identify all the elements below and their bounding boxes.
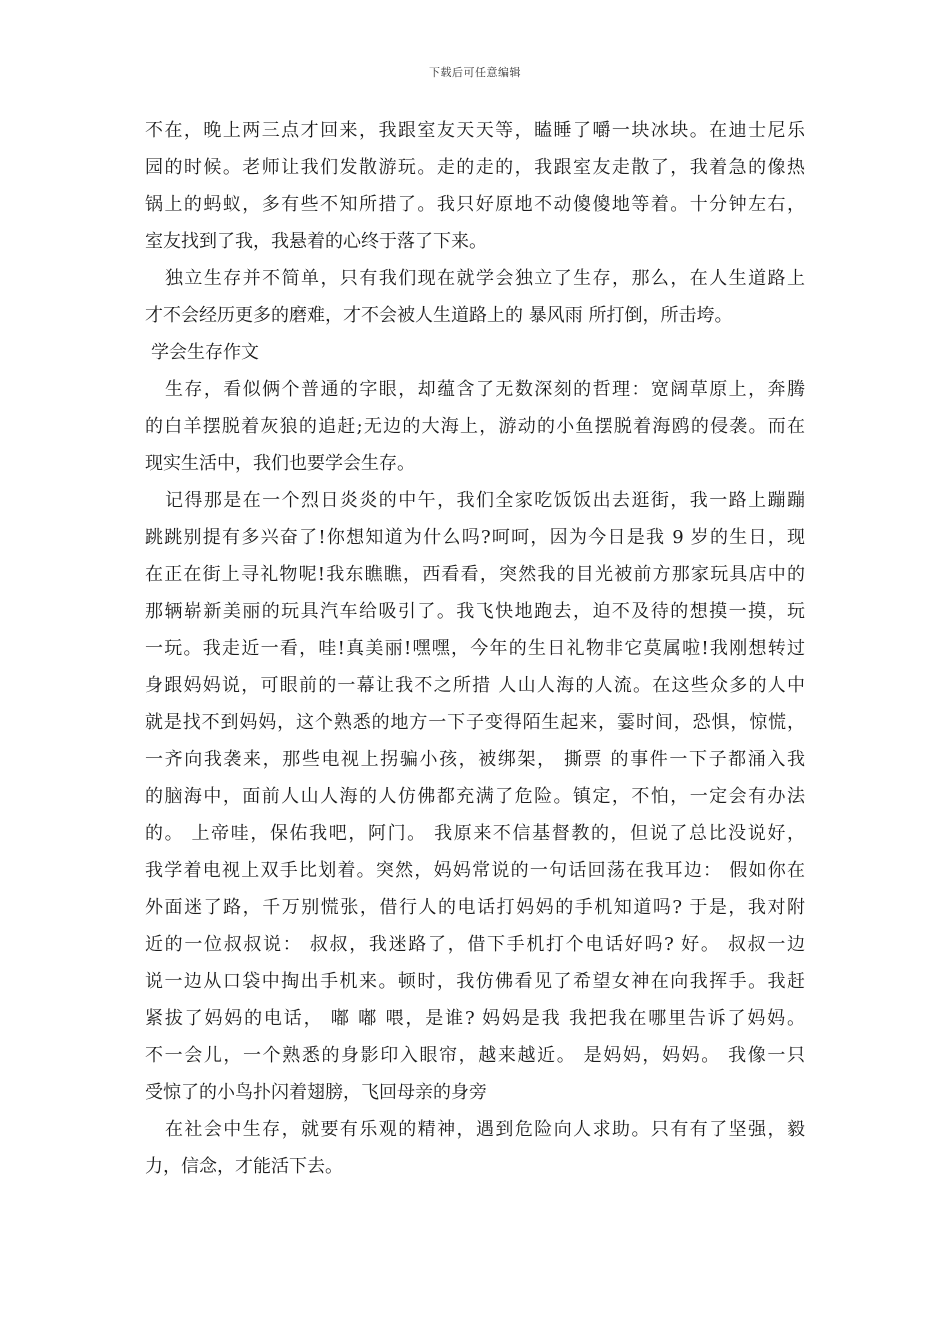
text-line: 的。 上帝哇，保佑我吧，阿门。 我原来不信基督教的，但说了总比没说好， [145,823,805,844]
text-line: 我学着电视上双手比划着。突然，妈妈常说的一句话回荡在我耳边： 假如你在 [145,860,805,881]
text-line: 不在，晚上两三点才回来，我跟室友天天等，瞌睡了嚼一块冰块。在迪士尼乐 [145,120,805,141]
text-line: 一玩。我走近一看，哇!真美丽!嘿嘿，今年的生日礼物非它莫属啦!我刚想转过 [145,638,805,659]
text-line: 身跟妈妈说，可眼前的一幕让我不之所措 人山人海的人流。在这些众多的人中 [145,675,805,696]
text-line: 锅上的蚂蚁，多有些不知所措了。我只好原地不动傻傻地等着。十分钟左右， [145,194,805,215]
text-line: 的白羊摆脱着灰狼的追赶;无边的大海上，游动的小鱼摆脱着海鸥的侵袭。而在 [145,416,805,437]
text-line: 紧拔了妈妈的电话， 嘟 嘟 喂，是谁? 妈妈是我 我把我在哪里告诉了妈妈。 [145,1008,805,1029]
text-line: 记得那是在一个烈日炎炎的中午，我们全家吃饭饭出去逛街，我一路上蹦蹦 [165,490,805,511]
text-line: 室友找到了我，我悬着的心终于落了下来。 [145,231,487,252]
text-line: 在正在街上寻礼物呢!我东瞧瞧，西看看，突然我的目光被前方那家玩具店中的 [145,564,805,585]
text-line: 在社会中生存，就要有乐观的精神，遇到危险向人求助。只有有了坚强，毅 [165,1119,805,1140]
text-line: 说一边从口袋中掏出手机来。顿时，我仿佛看见了希望女神在向我挥手。我赶 [145,971,805,992]
text-line: 独立生存并不简单，只有我们现在就学会独立了生存，那么，在人生道路上 [165,268,805,289]
text-line: 现实生活中，我们也要学会生存。 [145,453,415,474]
text-line: 就是找不到妈妈，这个熟悉的地方一下子变得陌生起来，霎时间，恐惧，惊慌， [145,712,805,733]
article-body [145,112,805,1185]
text-line: 的脑海中，面前人山人海的人仿佛都充满了危险。镇定，不怕，一定会有办法 [145,786,805,807]
text-line: 一齐向我袭来，那些电视上拐骗小孩，被绑架， 撕票 的事件一下子都涌入我 [145,749,805,770]
text-line: 外面迷了路，千万别慌张，借行人的电话打妈妈的手机知道吗? 于是，我对附 [145,897,805,918]
text-line: 跳跳别提有多兴奋了!你想知道为什么吗?呵呵，因为今日是我 9 岁的生日，现 [145,527,805,548]
page-header: 下载后可任意编辑 [429,66,521,79]
text-line: 才不会经历更多的磨难，才不会被人生道路上的 暴风雨 所打倒，所击垮。 [145,305,733,326]
section-heading: 学会生存作文 [151,342,259,363]
text-line: 受惊了的小鸟扑闪着翅膀，飞回母亲的身旁 [145,1082,487,1103]
text-line: 那辆崭新美丽的玩具汽车给吸引了。我飞快地跑去，迫不及待的想摸一摸，玩 [145,601,805,622]
text-line: 不一会儿，一个熟悉的身影印入眼帘，越来越近。 是妈妈，妈妈。 我像一只 [145,1045,805,1066]
text-line: 园的时候。老师让我们发散游玩。走的走的，我跟室友走散了，我着急的像热 [145,157,805,178]
text-line: 生存，看似俩个普通的字眼，却蕴含了无数深刻的哲理：宽阔草原上，奔腾 [165,379,805,400]
text-line: 近的一位叔叔说： 叔叔，我迷路了，借下手机打个电话好吗? 好。 叔叔一边 [145,934,805,955]
text-line: 力，信念，才能活下去。 [145,1156,343,1177]
